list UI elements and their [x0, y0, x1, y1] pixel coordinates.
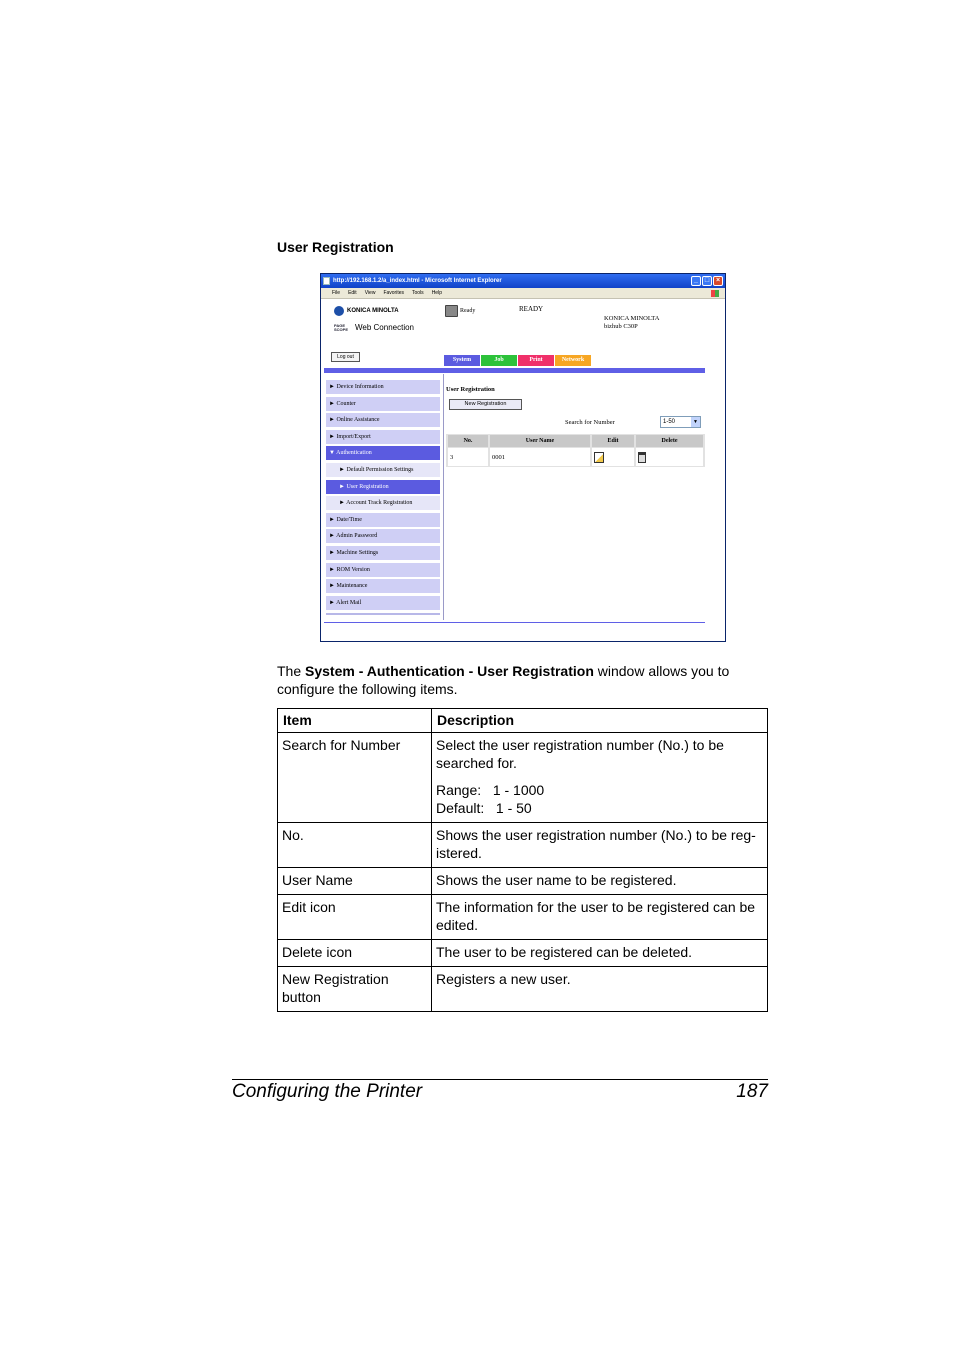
table-row: [278, 823, 768, 868]
menu-view[interactable]: View: [364, 290, 376, 296]
table-row: [278, 895, 768, 940]
row-no: 3: [448, 448, 488, 466]
konica-globe-icon: [334, 306, 344, 316]
description-cell: Shows the user registration number (No.) to be reg-istered.: [432, 823, 768, 868]
default-text: Default: 1 - 50: [436, 800, 532, 816]
menu-favorites[interactable]: Favorites: [383, 290, 404, 296]
item-cell: Edit icon: [278, 895, 432, 940]
search-number-value: 1-50: [663, 419, 676, 425]
description-table-header: [278, 709, 768, 733]
menu-tools[interactable]: Tools: [412, 290, 424, 296]
sidebar-item-device-information[interactable]: ► Device Information: [326, 380, 440, 394]
col-user-name: User Name: [490, 435, 590, 447]
sidebar-item-maintenance[interactable]: ► Maintenance: [326, 579, 440, 593]
close-icon[interactable]: ×: [713, 276, 723, 286]
description-cell: Registers a new user.: [432, 967, 768, 1012]
item-cell: Delete icon: [278, 940, 432, 967]
table-row: [278, 868, 768, 895]
page-number: 187: [736, 1081, 768, 1102]
bottom-divider: [324, 622, 705, 623]
intro-paragraph: [277, 662, 767, 698]
model-name: bizhub C30P: [604, 323, 638, 330]
ie-icon: [323, 277, 330, 285]
sidebar-item-machine-settings[interactable]: ► Machine Settings: [326, 546, 440, 560]
tab-system[interactable]: System: [444, 355, 480, 366]
table-row: [278, 967, 768, 1012]
sidebar-item-user-registration[interactable]: ► User Registration: [326, 480, 440, 494]
content-title: User Registration: [446, 386, 495, 393]
menu-edit[interactable]: Edit: [348, 290, 357, 296]
item-cell: Search for Number: [278, 733, 432, 823]
item-cell: No.: [278, 823, 432, 868]
browser-titlebar: [321, 274, 725, 288]
menu-help[interactable]: Help: [431, 290, 442, 296]
table-row: [278, 733, 768, 823]
item-cell: New Registration button: [278, 967, 432, 1012]
sidebar-item-date-time[interactable]: ► Date/Time: [326, 513, 440, 527]
row-delete: [636, 448, 703, 466]
brand-logo: [334, 306, 399, 316]
tab-print[interactable]: Print: [518, 355, 554, 366]
sidebar-item-import-export[interactable]: ► Import/Export: [326, 430, 440, 444]
col-edit: Edit: [592, 435, 634, 447]
col-no: No.: [448, 435, 488, 447]
item-cell: User Name: [278, 868, 432, 895]
printer-status: [445, 305, 475, 317]
section-heading: User Registration: [277, 239, 394, 255]
logout-button[interactable]: Log out: [331, 352, 360, 362]
minimize-icon[interactable]: _: [691, 276, 701, 286]
description-cell: The user to be registered can be deleted.: [432, 940, 768, 967]
content-divider: [443, 374, 444, 620]
sidebar-item-counter[interactable]: ► Counter: [326, 397, 440, 411]
description-cell: Shows the user name to be registered.: [432, 868, 768, 895]
web-connection-logo: [334, 323, 414, 332]
menu-file[interactable]: File: [332, 290, 341, 296]
maximize-icon[interactable]: □: [702, 276, 712, 286]
browser-menubar: [321, 288, 725, 299]
sidebar-item-online-assistance[interactable]: ► Online Assistance: [326, 413, 440, 427]
table-row: [278, 940, 768, 967]
footer-title: Configuring the Printer: [232, 1081, 423, 1102]
description-cell: The information for the user to be registered can be edited.: [432, 895, 768, 940]
status-ready-caps: READY: [519, 305, 544, 313]
chevron-down-icon[interactable]: ▼: [691, 417, 700, 427]
description-table: [277, 708, 768, 1012]
sidebar-item-admin-password[interactable]: ► Admin Password: [326, 529, 440, 543]
sidebar-item-default-permission[interactable]: ► Default Permission Settings: [326, 463, 440, 477]
row-edit: [592, 448, 634, 466]
main-tabs: [444, 355, 591, 366]
sidebar-item-authentication[interactable]: ▼ Authentication: [326, 446, 440, 460]
windows-logo-icon: [711, 290, 719, 297]
model-brand: KONICA MINOLTA: [604, 315, 660, 322]
new-registration-button[interactable]: New Registration: [449, 399, 522, 410]
header-description: Description: [432, 709, 768, 733]
range-text: Range: 1 - 1000: [436, 782, 545, 798]
pagescope-logo: PAGE SCOPE: [334, 322, 349, 332]
col-delete: Delete: [636, 435, 703, 447]
row-user-name: 0001: [490, 448, 590, 466]
intro-text-pre: The: [277, 663, 306, 679]
table-row: [448, 448, 703, 466]
search-number-select[interactable]: [660, 416, 701, 428]
sidebar-item-rom-version[interactable]: ► ROM Version: [326, 563, 440, 577]
model-info: [604, 315, 659, 331]
description-text: Select the user registration number (No.) to be searched for.: [436, 737, 724, 771]
brand-name: KONICA MINOLTA: [347, 308, 399, 314]
web-connection-screenshot: [320, 273, 726, 642]
trash-icon[interactable]: [638, 452, 646, 463]
search-number-label: Search for Number: [565, 419, 615, 426]
footer-divider: [232, 1079, 768, 1080]
printer-icon: [445, 305, 458, 317]
browser-title: http://192.168.1.2/a_index.html - Microsoft Internet Explorer: [333, 278, 502, 284]
sidebar: [326, 380, 440, 612]
header-divider: [324, 368, 705, 373]
status-ready: Ready: [460, 308, 476, 314]
header-item: Item: [278, 709, 432, 733]
edit-icon[interactable]: [594, 452, 604, 463]
sidebar-footer-line: [326, 613, 440, 615]
description-cell: [432, 733, 768, 823]
user-table-header: [448, 435, 703, 447]
sidebar-item-account-track[interactable]: ► Account Track Registration: [326, 496, 440, 510]
intro-text-post: window allows you to configure the following items.: [277, 663, 730, 697]
intro-text-bold: System - Authentication - User Registration: [305, 663, 594, 679]
web-connection-label: Web Connection: [355, 323, 414, 332]
user-table: [446, 434, 705, 467]
sidebar-item-alert-mail[interactable]: ► Alert Mail: [326, 596, 440, 610]
tab-network[interactable]: Network: [555, 355, 591, 366]
tab-job[interactable]: Job: [481, 355, 517, 366]
